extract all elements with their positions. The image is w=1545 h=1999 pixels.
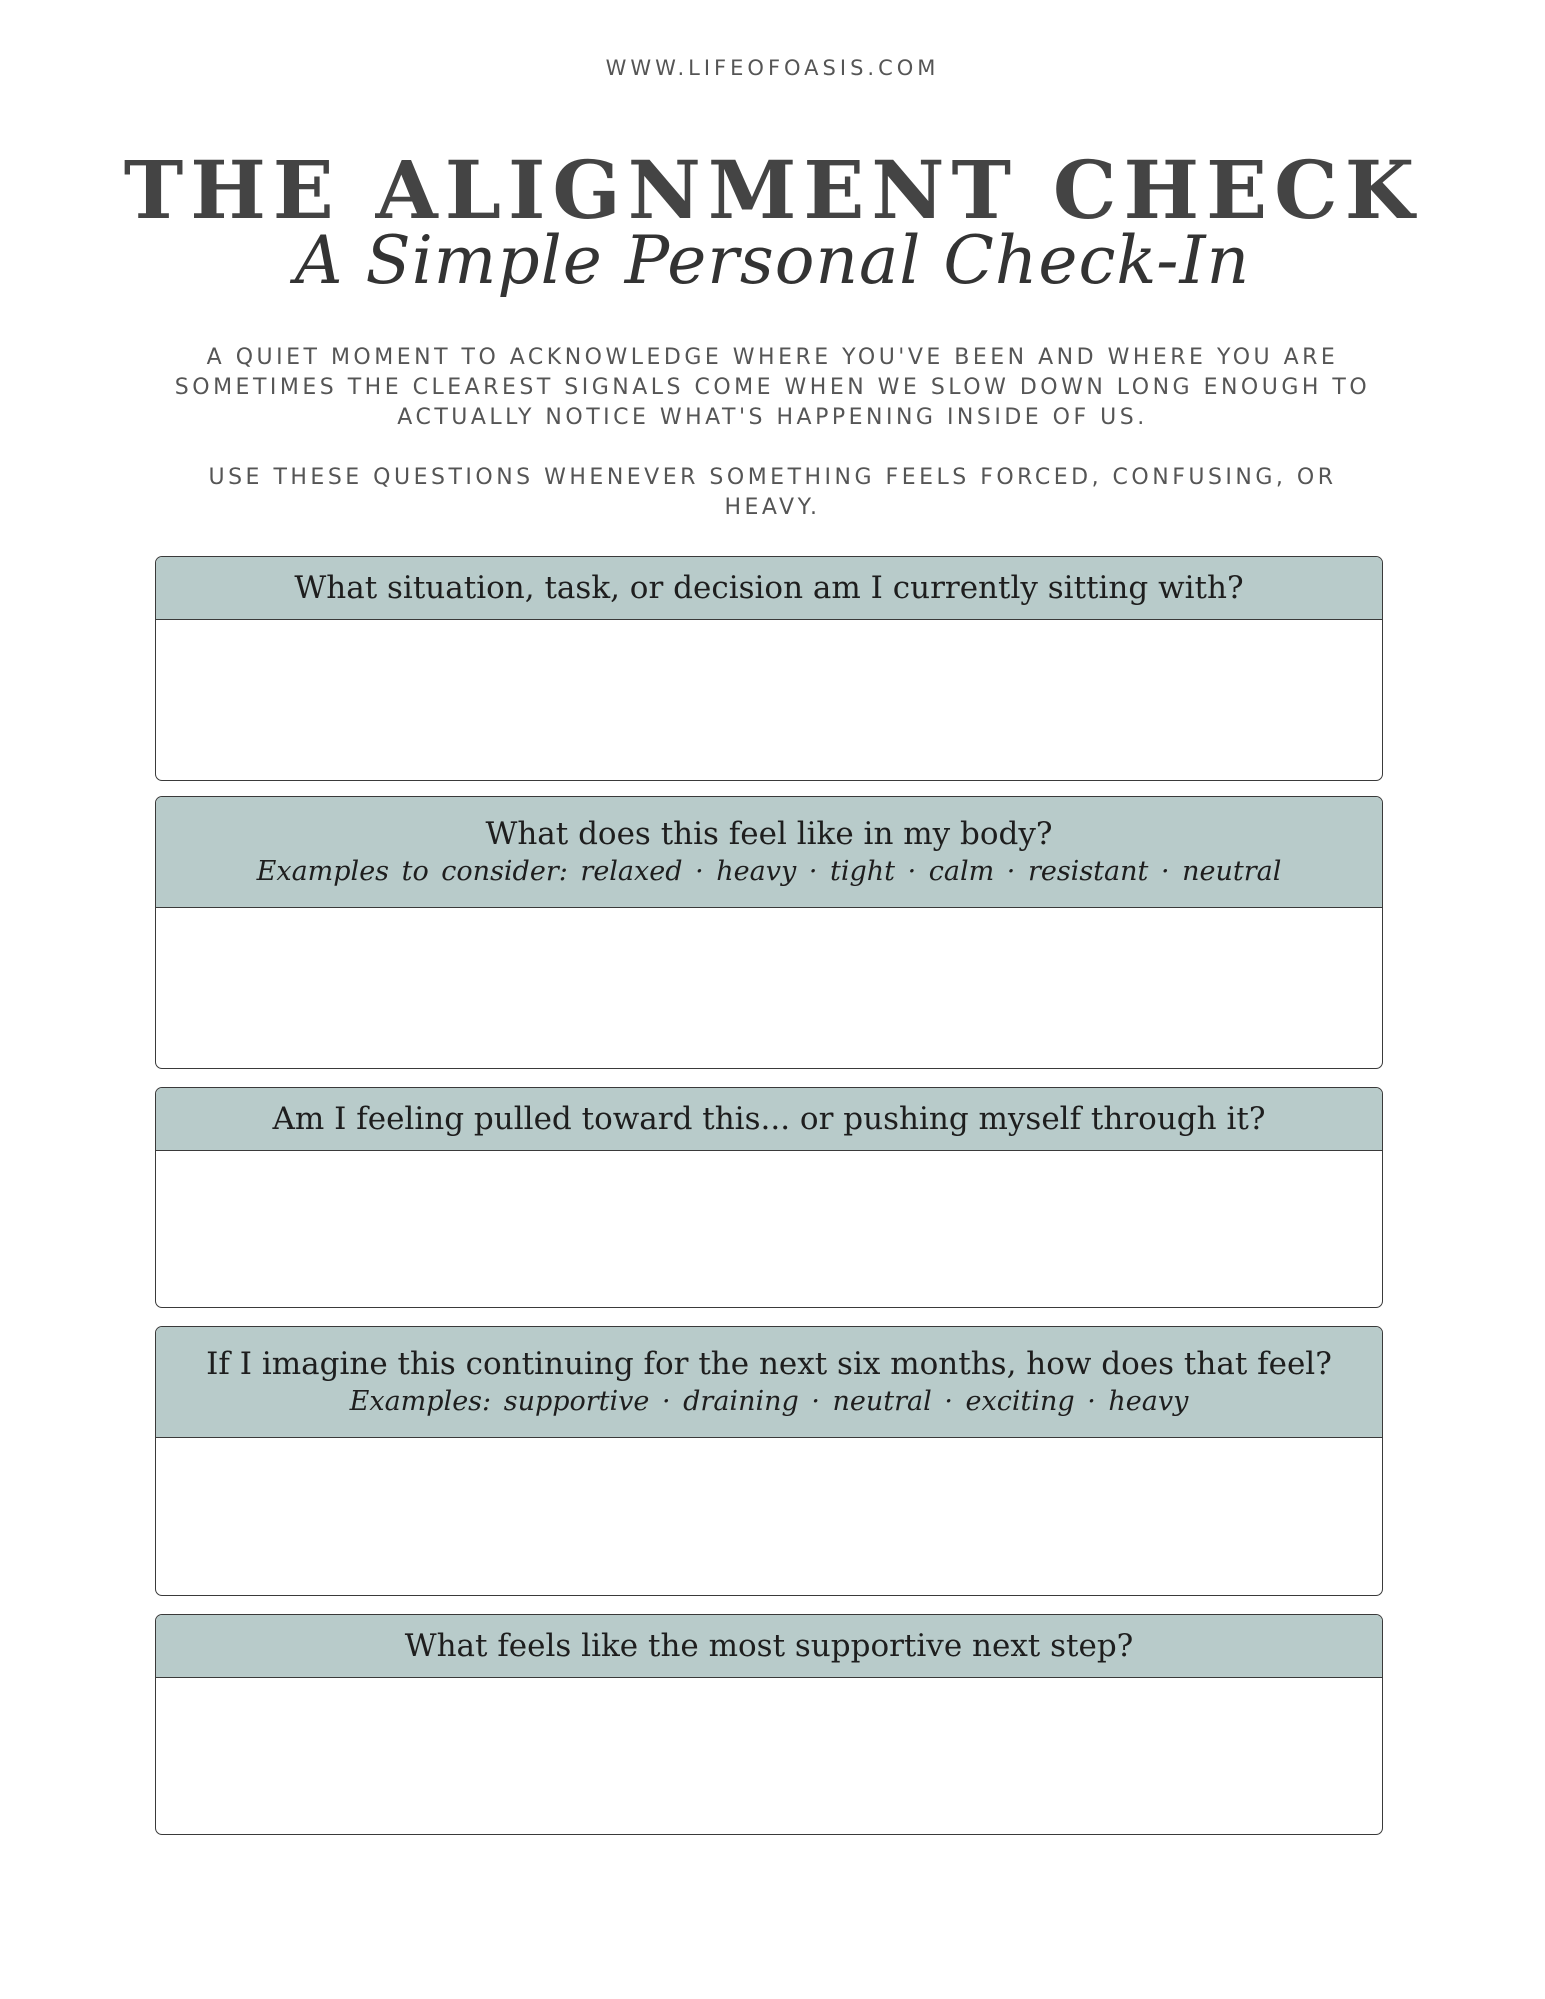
page-subtitle: A Simple Personal Check-In xyxy=(294,222,1251,299)
answer-area-1[interactable] xyxy=(156,620,1382,780)
intro-instructions: USE THESE QUESTIONS WHENEVER SOMETHING FEELS FORCED, CONFUSING, OR HEAVY. xyxy=(208,465,1337,520)
question-box-4 xyxy=(155,1326,1383,1596)
question-header-4 xyxy=(156,1327,1382,1438)
question-header-3 xyxy=(156,1088,1382,1151)
question-text-2: What does this feel like in my body? xyxy=(485,816,1053,852)
answer-area-2[interactable] xyxy=(156,908,1382,1068)
question-header-1 xyxy=(156,557,1382,620)
question-examples-2: Examples to consider: relaxed · heavy · tight · calm · resistant · neutral xyxy=(256,856,1282,887)
answer-area-5[interactable] xyxy=(156,1678,1382,1834)
question-box-1 xyxy=(155,556,1383,781)
question-box-2 xyxy=(155,796,1383,1069)
question-text-3: Am I feeling pulled toward this... or pushing myself through it? xyxy=(272,1101,1266,1137)
question-header-5 xyxy=(156,1615,1382,1678)
question-box-3 xyxy=(155,1087,1383,1308)
question-examples-4: Examples: supportive · draining · neutral · exciting · heavy xyxy=(349,1386,1189,1417)
question-text-1: What situation, task, or decision am I currently sitting with? xyxy=(294,570,1244,606)
website-url: WWW.LIFEOFOASIS.COM xyxy=(605,56,940,80)
page-title: THE ALIGNMENT CHECK xyxy=(123,143,1422,237)
question-header-2 xyxy=(156,797,1382,908)
intro-paragraph: A QUIET MOMENT TO ACKNOWLEDGE WHERE YOU'VE BEEN AND WHERE YOU ARE SOMETIMES THE CLEAREST SIGNALS COME WHEN WE SLOW DOWN LONG ENOUGH TO ACTUALLY NOTICE WHAT'S HAPPENING INSIDE OF US. xyxy=(174,345,1371,430)
question-text-4: If I imagine this continuing for the next six months, how does that feel? xyxy=(206,1346,1332,1382)
answer-area-3[interactable] xyxy=(156,1151,1382,1307)
answer-area-4[interactable] xyxy=(156,1438,1382,1595)
question-box-5 xyxy=(155,1614,1383,1835)
question-text-5: What feels like the most supportive next step? xyxy=(404,1628,1134,1664)
